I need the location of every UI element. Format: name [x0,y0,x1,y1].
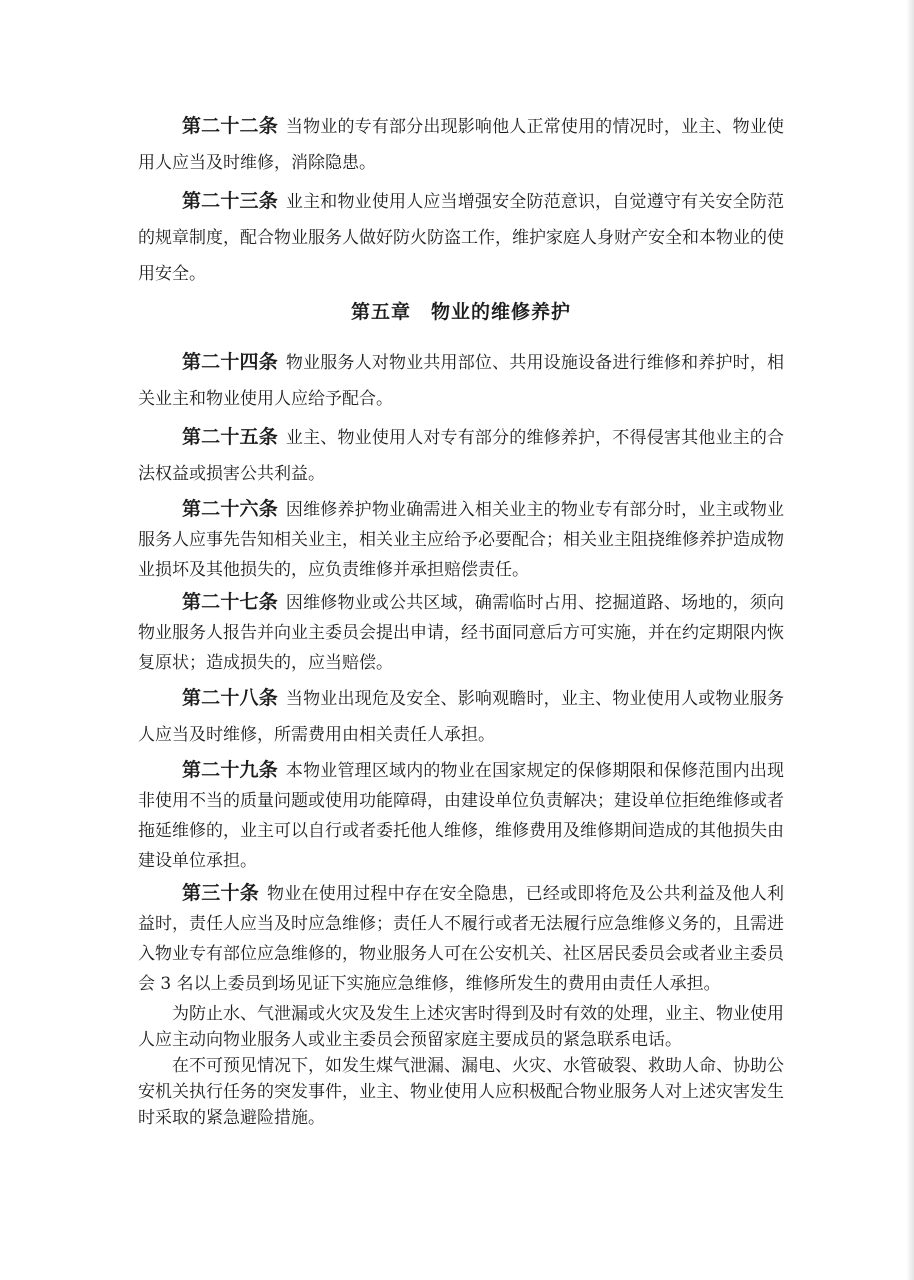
article-25 [138,419,784,492]
paragraph-emergency-measures: 在不可预见情况下，如发生煤气泄漏、漏电、火灾、水管破裂、救助人命、协助公安机关执行任务的突发事件，业主、物业使用人应积极配合物业服务人对上述灾害发生时采取的紧急避险措施。 [138,1056,784,1128]
article-number: 第二十五条 [182,426,278,448]
article-number: 第三十条 [182,882,259,904]
article-number: 第二十六条 [182,498,278,520]
article-text: 本物业管理区域内的物业在国家规定的保修期限和保修范围内出现非使用不当的质量问题或使用功能障碍，由建设单位负责解决；建设单位拒绝维修或者拖延维修的，业主可以自行或者委托他人维修，维修费用及维修期间造成的其他损失由建设单位承担。 [138,761,784,871]
article-27 [138,587,784,678]
article-28 [138,680,784,753]
article-number: 第二十七条 [182,591,278,613]
article-text: 当物业的专有部分出现影响他人正常使用的情况时，业主、物业使用人应当及时维修，消除隐患。 [138,117,784,173]
page-edge-shadow [906,0,914,1280]
article-24 [138,344,784,417]
article-text: 业主、物业使用人对专有部分的维修养护，不得侵害其他业主的合法权益或损害公共利益。 [138,428,784,484]
article-22 [138,108,784,181]
article-text: 因维修物业或公共区域，确需临时占用、挖掘道路、场地的，须向物业服务人报告并向业主委员会提出申请，经书面同意后方可实施，并在约定期限内恢复原状；造成损失的，应当赔偿。 [138,593,784,673]
article-text: 物业服务人对物业共用部位、共用设施设备进行维修和养护时，相关业主和物业使用人应给予配合。 [138,353,784,409]
article-number: 第二十二条 [182,115,278,137]
article-number: 第二十九条 [182,759,278,781]
article-text: 当物业出现危及安全、影响观瞻时，业主、物业使用人或物业服务人应当及时维修，所需费用由相关责任人承担。 [138,689,784,745]
article-29 [138,755,784,876]
document-page [138,108,784,1131]
paragraph-emergency-contact: 为防止水、气泄漏或火灾及发生上述灾害时得到及时有效的处理，业主、物业使用人应主动向物业服务人或业主委员会预留家庭主要成员的紧急联系电话。 [138,1004,784,1050]
article-text: 物业在使用过程中存在安全隐患，已经或即将危及公共利益及他人利益时，责任人应当及时应急维修；责任人不履行或者无法履行应急维修义务的，且需进入物业专有部位应急维修的，物业服务人可在公安机关、社区居民委员会或者业主委员会 3 名以上委员到场见证下实施应急维修，维修所发生的费用由责任人承担。 [138,884,784,994]
article-number: 第二十三条 [182,190,278,212]
article-text: 业主和物业使用人应当增强安全防范意识，自觉遵守有关安全防范的规章制度，配合物业服务人做好防火防盗工作，维护家庭人身财产安全和本物业的使用安全。 [138,192,784,284]
article-number: 第二十八条 [182,687,278,709]
article-text: 因维修养护物业确需进入相关业主的物业专有部分时，业主或物业服务人应事先告知相关业主，相关业主应给予必要配合；相关业主阻挠维修养护造成物业损坏及其他损失的，应负责维修并承担赔偿责任。 [138,500,784,580]
article-26 [138,494,784,585]
article-number: 第二十四条 [182,351,278,373]
article-23 [138,183,784,292]
article-30 [138,878,784,999]
chapter-title: 第五章 物业的维修养护 [350,301,571,323]
